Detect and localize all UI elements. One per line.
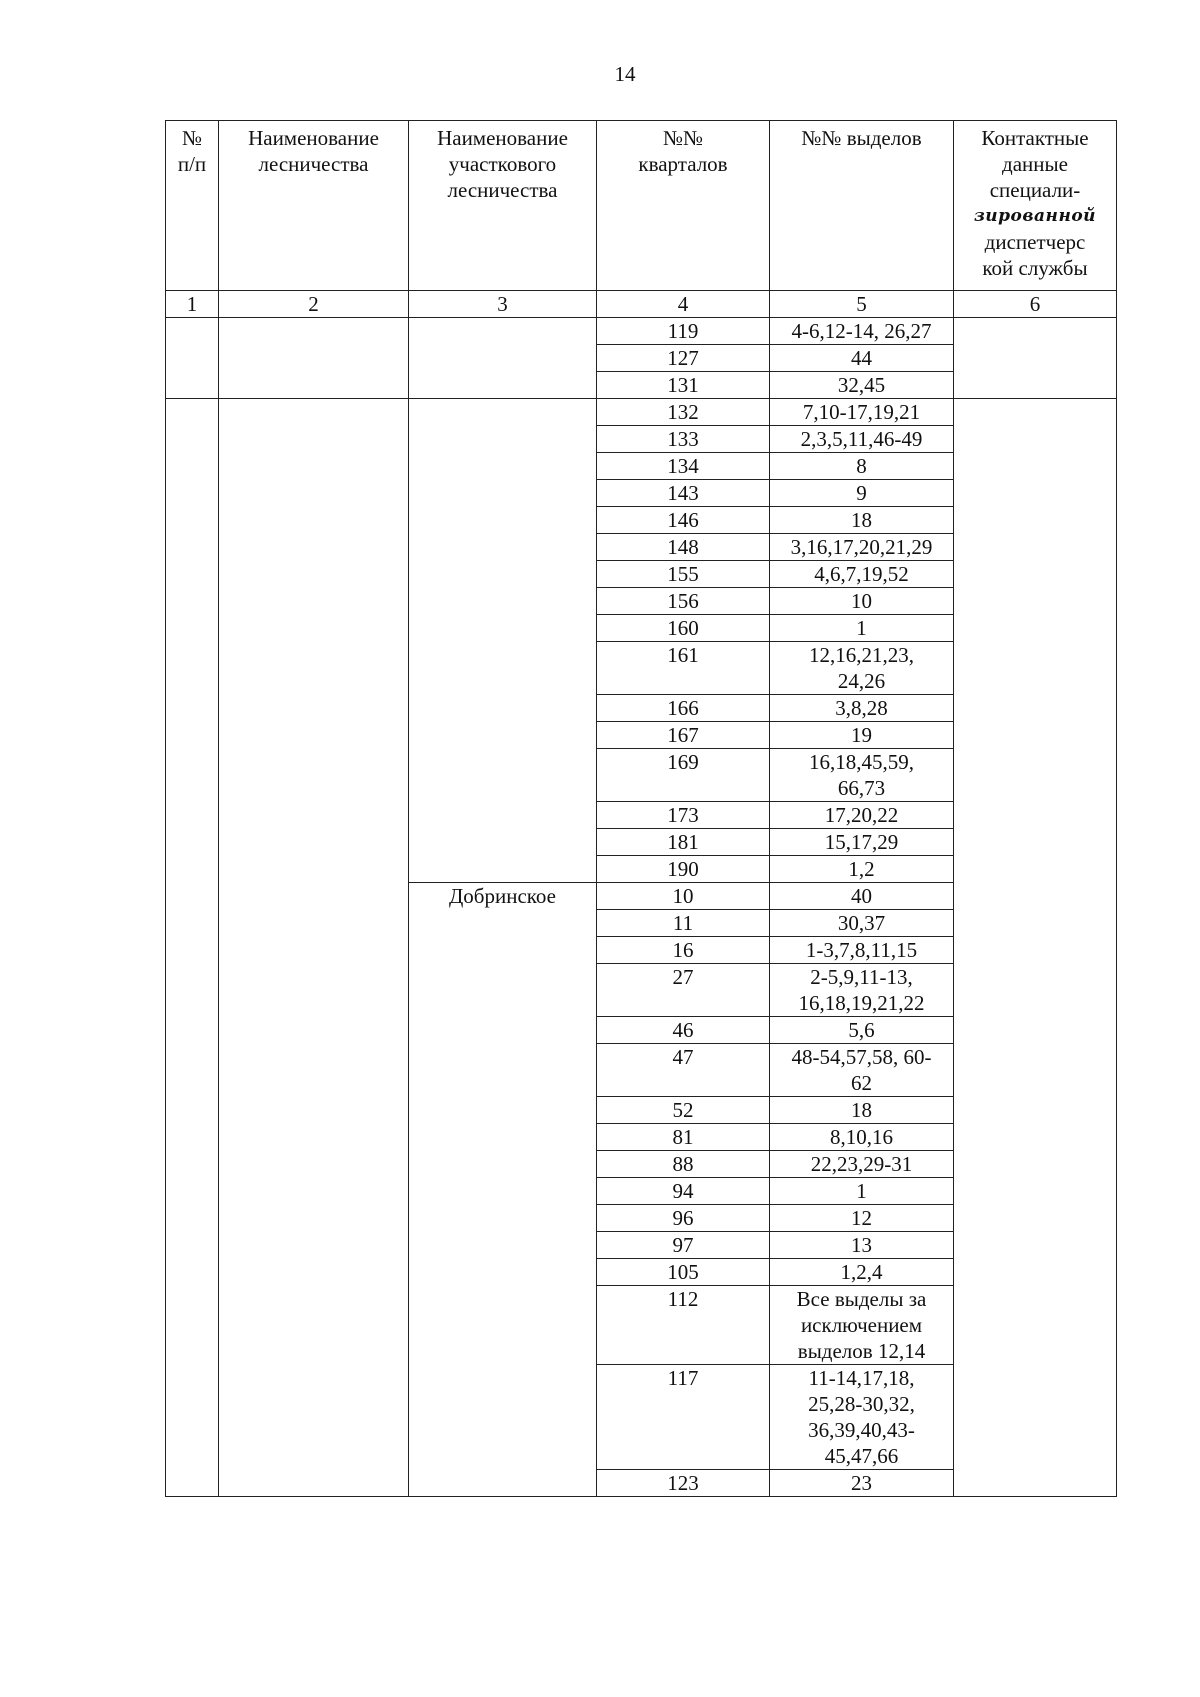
quarter-cell: 131 [597, 372, 770, 399]
allotments-cell: Все выделы за исключением выделов 12,14 [770, 1286, 954, 1365]
allotments-cell: 3,8,28 [770, 695, 954, 722]
column-number: 6 [954, 291, 1117, 318]
allotments-cell: 1,2 [770, 856, 954, 883]
quarter-cell: 117 [597, 1365, 770, 1470]
quarter-cell: 119 [597, 318, 770, 345]
allotments-cell: 8 [770, 453, 954, 480]
allotments-cell: 18 [770, 1097, 954, 1124]
quarter-cell: 148 [597, 534, 770, 561]
allotments-cell: 1-3,7,8,11,15 [770, 937, 954, 964]
quarter-cell: 190 [597, 856, 770, 883]
quarter-cell: 16 [597, 937, 770, 964]
quarter-cell: 166 [597, 695, 770, 722]
quarter-cell: 146 [597, 507, 770, 534]
allotments-cell: 22,23,29-31 [770, 1151, 954, 1178]
district-forestry-cell [409, 318, 597, 399]
allotments-cell: 15,17,29 [770, 829, 954, 856]
quarter-cell: 167 [597, 722, 770, 749]
allotments-cell: 32,45 [770, 372, 954, 399]
table-row [166, 318, 1117, 345]
table-row [166, 399, 1117, 426]
allotments-cell: 10 [770, 588, 954, 615]
column-number-row [166, 291, 1117, 318]
quarter-cell: 133 [597, 426, 770, 453]
column-number: 2 [219, 291, 409, 318]
column-number: 5 [770, 291, 954, 318]
header-forestry: Наименование лесничества [219, 121, 409, 291]
quarter-cell: 123 [597, 1470, 770, 1497]
quarter-cell: 112 [597, 1286, 770, 1365]
header-allotments: №№ выделов [770, 121, 954, 291]
allotments-cell: 9 [770, 480, 954, 507]
quarter-cell: 156 [597, 588, 770, 615]
quarter-cell: 81 [597, 1124, 770, 1151]
quarter-cell: 46 [597, 1017, 770, 1044]
row-number-cell [166, 399, 219, 1497]
allotments-cell: 40 [770, 883, 954, 910]
allotments-cell: 12,16,21,23, 24,26 [770, 642, 954, 695]
quarter-cell: 155 [597, 561, 770, 588]
quarter-cell: 88 [597, 1151, 770, 1178]
allotments-cell: 16,18,45,59, 66,73 [770, 749, 954, 802]
quarter-cell: 97 [597, 1232, 770, 1259]
allotments-cell: 4-6,12-14, 26,27 [770, 318, 954, 345]
quarter-cell: 169 [597, 749, 770, 802]
header-row-number: № п/п [166, 121, 219, 291]
quarter-cell: 134 [597, 453, 770, 480]
allotments-cell: 1 [770, 615, 954, 642]
allotments-cell: 1,2,4 [770, 1259, 954, 1286]
quarter-cell: 105 [597, 1259, 770, 1286]
allotments-cell: 3,16,17,20,21,29 [770, 534, 954, 561]
allotments-cell: 44 [770, 345, 954, 372]
quarter-cell: 143 [597, 480, 770, 507]
row-number-cell [166, 318, 219, 399]
quarter-cell: 27 [597, 964, 770, 1017]
column-number: 1 [166, 291, 219, 318]
allotments-cell: 4,6,7,19,52 [770, 561, 954, 588]
district-forestry-cell [409, 399, 597, 883]
header-row [166, 121, 1117, 291]
allotments-cell: 30,37 [770, 910, 954, 937]
quarter-cell: 161 [597, 642, 770, 695]
contacts-cell [954, 318, 1117, 399]
allotments-cell: 7,10-17,19,21 [770, 399, 954, 426]
quarter-cell: 160 [597, 615, 770, 642]
allotments-cell: 48-54,57,58, 60- 62 [770, 1044, 954, 1097]
forestry-cell [219, 318, 409, 399]
allotments-cell: 13 [770, 1232, 954, 1259]
column-number: 3 [409, 291, 597, 318]
header-contacts: Контактные данные специали- зированной диспетчерс кой службы [954, 121, 1117, 291]
allotments-cell: 1 [770, 1178, 954, 1205]
quarter-cell: 173 [597, 802, 770, 829]
quarter-cell: 132 [597, 399, 770, 426]
allotments-cell: 12 [770, 1205, 954, 1232]
allotments-cell: 2,3,5,11,46-49 [770, 426, 954, 453]
district-forestry-cell: Добринское [409, 883, 597, 1497]
quarter-cell: 47 [597, 1044, 770, 1097]
header-quarters: №№ кварталов [597, 121, 770, 291]
quarter-cell: 11 [597, 910, 770, 937]
contacts-cell [954, 399, 1117, 1497]
header-district-forestry: Наименование участкового лесничества [409, 121, 597, 291]
quarter-cell: 10 [597, 883, 770, 910]
allotments-cell: 8,10,16 [770, 1124, 954, 1151]
allotments-cell: 17,20,22 [770, 802, 954, 829]
allotments-cell: 2-5,9,11-13, 16,18,19,21,22 [770, 964, 954, 1017]
forest-quarters-table [165, 120, 1117, 1497]
allotments-cell: 23 [770, 1470, 954, 1497]
quarter-cell: 94 [597, 1178, 770, 1205]
quarter-cell: 181 [597, 829, 770, 856]
forestry-cell [219, 399, 409, 1497]
allotments-cell: 11-14,17,18, 25,28-30,32, 36,39,40,43- 45,47,66 [770, 1365, 954, 1470]
quarter-cell: 96 [597, 1205, 770, 1232]
quarter-cell: 52 [597, 1097, 770, 1124]
allotments-cell: 18 [770, 507, 954, 534]
quarter-cell: 127 [597, 345, 770, 372]
page-number: 14 [614, 62, 636, 86]
allotments-cell: 5,6 [770, 1017, 954, 1044]
allotments-cell: 19 [770, 722, 954, 749]
column-number: 4 [597, 291, 770, 318]
